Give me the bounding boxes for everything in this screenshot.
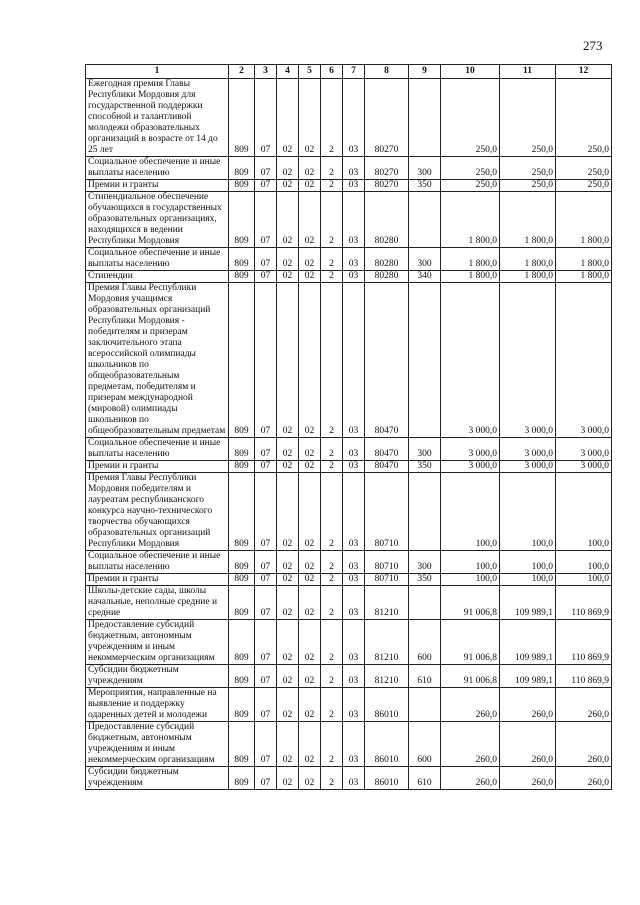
code-cell: 2: [321, 283, 343, 438]
code-cell: 07: [255, 79, 277, 157]
code-cell: 81210: [365, 665, 409, 688]
row-name-cell: Субсидии бюджетным учреждениям: [86, 665, 229, 688]
row-name-cell: Премия Главы Республики Мордовия учащимся образовательных организаций Республики Мордовия - победителям и призерам заключительного этапа всероссийской олимпиады школьников по общеобразовательным предметам, победителям и призерам международной (мировой) олимпиады школьников по общеобразовательным предметам: [86, 283, 229, 438]
row-name-cell: Социальное обеспечение и иные выплаты населению: [86, 438, 229, 461]
code-cell: 350: [409, 574, 441, 586]
code-cell: 03: [343, 574, 365, 586]
code-cell: 81210: [365, 586, 409, 620]
code-cell: 07: [255, 688, 277, 722]
code-cell: 610: [409, 665, 441, 688]
code-cell: 02: [277, 79, 299, 157]
amount-cell: 109 989,1: [500, 586, 556, 620]
code-cell: 03: [343, 688, 365, 722]
code-cell: 02: [277, 248, 299, 271]
amount-cell: 110 869,9: [556, 620, 612, 665]
table-row: [86, 438, 612, 461]
amount-cell: 110 869,9: [556, 586, 612, 620]
header-cell: 7: [343, 65, 365, 79]
row-name-cell: Премии и гранты: [86, 461, 229, 473]
code-cell: 03: [343, 665, 365, 688]
code-cell: 340: [409, 271, 441, 283]
code-cell: 2: [321, 767, 343, 790]
code-cell: 02: [277, 271, 299, 283]
amount-cell: 260,0: [556, 767, 612, 790]
code-cell: 809: [229, 620, 255, 665]
code-cell: [409, 688, 441, 722]
code-cell: 07: [255, 722, 277, 767]
code-cell: 300: [409, 438, 441, 461]
code-cell: 2: [321, 271, 343, 283]
row-name-cell: Субсидии бюджетным учреждениям: [86, 767, 229, 790]
code-cell: 02: [299, 438, 321, 461]
amount-cell: 260,0: [441, 722, 500, 767]
code-cell: 02: [299, 688, 321, 722]
amount-cell: 1 800,0: [441, 271, 500, 283]
code-cell: 07: [255, 574, 277, 586]
code-cell: 02: [299, 620, 321, 665]
code-cell: 80470: [365, 283, 409, 438]
table-row: [86, 586, 612, 620]
code-cell: 809: [229, 157, 255, 180]
amount-cell: 100,0: [441, 473, 500, 551]
amount-cell: 250,0: [441, 180, 500, 192]
amount-cell: 100,0: [556, 551, 612, 574]
code-cell: 02: [299, 586, 321, 620]
code-cell: 809: [229, 248, 255, 271]
code-cell: 07: [255, 180, 277, 192]
table-row: [86, 574, 612, 586]
table-row: [86, 248, 612, 271]
code-cell: 600: [409, 722, 441, 767]
code-cell: [409, 79, 441, 157]
code-cell: 809: [229, 551, 255, 574]
amount-cell: 109 989,1: [500, 620, 556, 665]
code-cell: 03: [343, 271, 365, 283]
table-row: [86, 722, 612, 767]
amount-cell: 250,0: [556, 79, 612, 157]
amount-cell: 260,0: [500, 722, 556, 767]
amount-cell: 3 000,0: [500, 461, 556, 473]
amount-cell: 250,0: [500, 157, 556, 180]
header-row: [86, 65, 612, 79]
table-row: [86, 688, 612, 722]
amount-cell: 3 000,0: [500, 283, 556, 438]
code-cell: 2: [321, 620, 343, 665]
amount-cell: 250,0: [500, 180, 556, 192]
amount-cell: 3 000,0: [556, 438, 612, 461]
code-cell: 809: [229, 473, 255, 551]
table-row: [86, 283, 612, 438]
code-cell: 300: [409, 551, 441, 574]
code-cell: 809: [229, 461, 255, 473]
code-cell: [409, 283, 441, 438]
code-cell: 07: [255, 248, 277, 271]
code-cell: 02: [277, 551, 299, 574]
amount-cell: 1 800,0: [556, 248, 612, 271]
code-cell: 07: [255, 157, 277, 180]
code-cell: 2: [321, 586, 343, 620]
amount-cell: 1 800,0: [500, 248, 556, 271]
table-row: [86, 620, 612, 665]
table-body: [86, 79, 612, 790]
amount-cell: 3 000,0: [441, 283, 500, 438]
header-cell: 4: [277, 65, 299, 79]
code-cell: 300: [409, 157, 441, 180]
code-cell: [409, 473, 441, 551]
amount-cell: 3 000,0: [500, 438, 556, 461]
code-cell: 809: [229, 586, 255, 620]
table-row: [86, 180, 612, 192]
code-cell: 350: [409, 461, 441, 473]
code-cell: 07: [255, 586, 277, 620]
code-cell: 2: [321, 157, 343, 180]
code-cell: 2: [321, 722, 343, 767]
code-cell: 2: [321, 248, 343, 271]
code-cell: 03: [343, 461, 365, 473]
row-name-cell: Мероприятия, направленные на выявление и поддержку одаренных детей и молодежи: [86, 688, 229, 722]
code-cell: 80280: [365, 271, 409, 283]
code-cell: 02: [277, 438, 299, 461]
code-cell: 02: [277, 461, 299, 473]
code-cell: 02: [299, 461, 321, 473]
code-cell: 80470: [365, 438, 409, 461]
code-cell: 80270: [365, 79, 409, 157]
code-cell: 80710: [365, 473, 409, 551]
code-cell: 02: [277, 283, 299, 438]
code-cell: 03: [343, 722, 365, 767]
amount-cell: 100,0: [500, 473, 556, 551]
code-cell: 809: [229, 192, 255, 248]
header-cell: 8: [365, 65, 409, 79]
code-cell: 2: [321, 473, 343, 551]
header-cell: 6: [321, 65, 343, 79]
code-cell: 03: [343, 283, 365, 438]
amount-cell: 250,0: [556, 157, 612, 180]
amount-cell: 109 989,1: [500, 665, 556, 688]
code-cell: 809: [229, 688, 255, 722]
code-cell: 03: [343, 551, 365, 574]
table-row: [86, 157, 612, 180]
code-cell: 02: [277, 586, 299, 620]
code-cell: 02: [277, 180, 299, 192]
header-cell: 5: [299, 65, 321, 79]
amount-cell: 91 006,8: [441, 665, 500, 688]
code-cell: 03: [343, 79, 365, 157]
amount-cell: 1 800,0: [441, 248, 500, 271]
code-cell: 02: [299, 665, 321, 688]
row-name-cell: Социальное обеспечение и иные выплаты населению: [86, 248, 229, 271]
budget-table: [85, 64, 612, 790]
amount-cell: 250,0: [556, 180, 612, 192]
code-cell: 600: [409, 620, 441, 665]
code-cell: 03: [343, 248, 365, 271]
table-row: [86, 461, 612, 473]
code-cell: 2: [321, 688, 343, 722]
code-cell: 02: [299, 248, 321, 271]
code-cell: 03: [343, 473, 365, 551]
code-cell: 80470: [365, 461, 409, 473]
table-row: [86, 665, 612, 688]
code-cell: 02: [299, 192, 321, 248]
code-cell: 02: [299, 722, 321, 767]
amount-cell: 1 800,0: [500, 192, 556, 248]
code-cell: 07: [255, 473, 277, 551]
table-row: [86, 192, 612, 248]
code-cell: 80280: [365, 192, 409, 248]
code-cell: 02: [299, 180, 321, 192]
code-cell: 80710: [365, 551, 409, 574]
code-cell: 2: [321, 665, 343, 688]
amount-cell: 250,0: [441, 79, 500, 157]
code-cell: 2: [321, 192, 343, 248]
amount-cell: 260,0: [441, 688, 500, 722]
amount-cell: 100,0: [500, 574, 556, 586]
code-cell: 02: [277, 192, 299, 248]
code-cell: 350: [409, 180, 441, 192]
code-cell: 02: [277, 722, 299, 767]
code-cell: 86010: [365, 688, 409, 722]
table-row: [86, 473, 612, 551]
code-cell: 02: [277, 665, 299, 688]
code-cell: 03: [343, 438, 365, 461]
header-cell: 2: [229, 65, 255, 79]
header-cell: 9: [409, 65, 441, 79]
code-cell: 2: [321, 551, 343, 574]
amount-cell: 3 000,0: [556, 461, 612, 473]
code-cell: 809: [229, 767, 255, 790]
header-cell: 3: [255, 65, 277, 79]
header-cell: 11: [500, 65, 556, 79]
header-cell: 10: [441, 65, 500, 79]
row-name-cell: Премии и гранты: [86, 180, 229, 192]
code-cell: 80270: [365, 157, 409, 180]
code-cell: 86010: [365, 767, 409, 790]
code-cell: 07: [255, 192, 277, 248]
header-cell: 1: [86, 65, 229, 79]
code-cell: 03: [343, 767, 365, 790]
amount-cell: 250,0: [500, 79, 556, 157]
amount-cell: 100,0: [441, 574, 500, 586]
code-cell: 80280: [365, 248, 409, 271]
code-cell: 02: [299, 767, 321, 790]
code-cell: 02: [277, 620, 299, 665]
code-cell: 81210: [365, 620, 409, 665]
code-cell: 02: [277, 574, 299, 586]
code-cell: 07: [255, 283, 277, 438]
amount-cell: 260,0: [500, 767, 556, 790]
row-name-cell: Премии и гранты: [86, 574, 229, 586]
code-cell: 03: [343, 180, 365, 192]
code-cell: 02: [277, 767, 299, 790]
table-row: [86, 271, 612, 283]
code-cell: 809: [229, 722, 255, 767]
code-cell: 07: [255, 461, 277, 473]
code-cell: 02: [299, 283, 321, 438]
code-cell: 809: [229, 79, 255, 157]
code-cell: 2: [321, 438, 343, 461]
code-cell: 2: [321, 180, 343, 192]
code-cell: 02: [277, 688, 299, 722]
code-cell: 02: [299, 79, 321, 157]
row-name-cell: Премия Главы Республики Мордовия победителям и лауреатам республиканского конкурса научно-технического творчества обучающихся образовательных организаций Республики Мордовия: [86, 473, 229, 551]
code-cell: 2: [321, 461, 343, 473]
amount-cell: 250,0: [441, 157, 500, 180]
code-cell: 02: [299, 551, 321, 574]
amount-cell: 260,0: [556, 688, 612, 722]
row-name-cell: Предоставление субсидий бюджетным, автономным учреждениям и иным некоммерческим организациям: [86, 620, 229, 665]
row-name-cell: Социальное обеспечение и иные выплаты населению: [86, 551, 229, 574]
code-cell: 2: [321, 79, 343, 157]
table-row: [86, 767, 612, 790]
page-number: 273: [583, 38, 603, 53]
code-cell: 809: [229, 271, 255, 283]
row-name-cell: Социальное обеспечение и иные выплаты населению: [86, 157, 229, 180]
amount-cell: 1 800,0: [500, 271, 556, 283]
code-cell: 2: [321, 574, 343, 586]
code-cell: 03: [343, 620, 365, 665]
code-cell: 809: [229, 574, 255, 586]
code-cell: 02: [299, 574, 321, 586]
amount-cell: 100,0: [556, 574, 612, 586]
code-cell: 07: [255, 767, 277, 790]
code-cell: 02: [277, 473, 299, 551]
table-row: [86, 79, 612, 157]
amount-cell: 91 006,8: [441, 620, 500, 665]
table-row: [86, 551, 612, 574]
code-cell: 07: [255, 620, 277, 665]
code-cell: 02: [277, 157, 299, 180]
code-cell: 809: [229, 283, 255, 438]
amount-cell: 260,0: [441, 767, 500, 790]
code-cell: 03: [343, 192, 365, 248]
amount-cell: 91 006,8: [441, 586, 500, 620]
code-cell: 80710: [365, 574, 409, 586]
amount-cell: 100,0: [500, 551, 556, 574]
code-cell: 03: [343, 586, 365, 620]
amount-cell: 260,0: [500, 688, 556, 722]
code-cell: 07: [255, 438, 277, 461]
code-cell: 300: [409, 248, 441, 271]
code-cell: 809: [229, 665, 255, 688]
row-name-cell: Стипендии: [86, 271, 229, 283]
amount-cell: 3 000,0: [556, 283, 612, 438]
code-cell: 80270: [365, 180, 409, 192]
code-cell: 02: [299, 157, 321, 180]
code-cell: [409, 192, 441, 248]
amount-cell: 1 800,0: [556, 192, 612, 248]
row-name-cell: Стипендиальное обеспечение обучающихся в государственных образовательных организациях, находящихся в ведении Республики Мордовия: [86, 192, 229, 248]
amount-cell: 3 000,0: [441, 461, 500, 473]
code-cell: 610: [409, 767, 441, 790]
code-cell: 02: [299, 473, 321, 551]
row-name-cell: Ежегодная премия Главы Республики Мордовия для государственной поддержки способной и талантливой молодежи образовательных организаций в возрасте от 14 до 25 лет: [86, 79, 229, 157]
code-cell: 03: [343, 157, 365, 180]
amount-cell: 3 000,0: [441, 438, 500, 461]
amount-cell: 1 800,0: [556, 271, 612, 283]
amount-cell: 260,0: [556, 722, 612, 767]
row-name-cell: Предоставление субсидий бюджетным, автономным учреждениям и иным некоммерческим организациям: [86, 722, 229, 767]
code-cell: 02: [299, 271, 321, 283]
code-cell: 07: [255, 551, 277, 574]
header-cell: 12: [556, 65, 612, 79]
code-cell: 809: [229, 180, 255, 192]
code-cell: 07: [255, 271, 277, 283]
row-name-cell: Школы-детские сады, школы начальные, неполные средние и средние: [86, 586, 229, 620]
amount-cell: 100,0: [556, 473, 612, 551]
code-cell: 809: [229, 438, 255, 461]
amount-cell: 100,0: [441, 551, 500, 574]
amount-cell: 1 800,0: [441, 192, 500, 248]
code-cell: 07: [255, 665, 277, 688]
code-cell: [409, 586, 441, 620]
code-cell: 86010: [365, 722, 409, 767]
amount-cell: 110 869,9: [556, 665, 612, 688]
